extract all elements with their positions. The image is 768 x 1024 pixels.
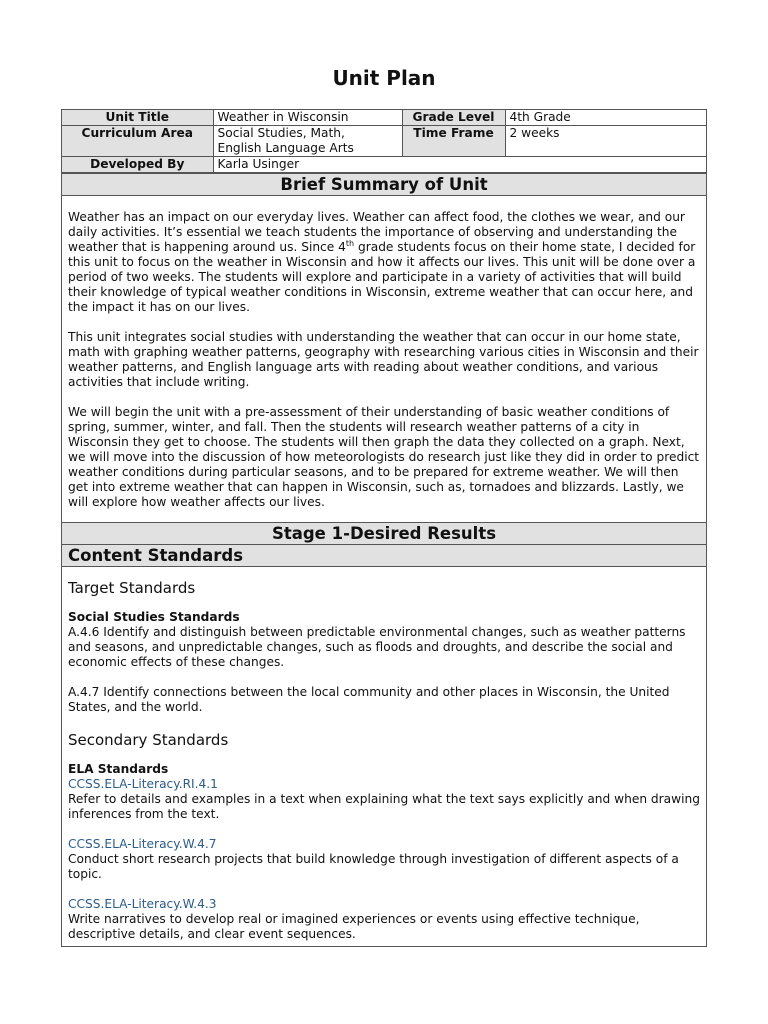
unit-plan-document bbox=[61, 109, 707, 947]
summary-p1-end: grade students focus on their home state, I decided for this unit to focus on the weather in Wisconsin and how it affects our lives. This unit will be done over a period of two weeks. The students will explore and participate in a variety of activities that will build their knowledge of typical weather conditions in Wisconsin, extreme weather that can occur here, and the impact it has on our lives. bbox=[68, 240, 696, 314]
social-studies-standards-heading: Social Studies Standards bbox=[68, 610, 240, 624]
time-frame-value: 2 weeks bbox=[505, 126, 706, 157]
secondary-standards-heading: Secondary Standards bbox=[68, 731, 229, 749]
grade-level-value: 4th Grade bbox=[505, 110, 706, 126]
standard-a-4-7: A.4.7 Identify connections between the local community and other places in Wisconsin, the United States, and the world. bbox=[68, 685, 670, 714]
summary-paragraph-2: This unit integrates social studies with understanding the weather that can occur in our home state, math with graphing weather patterns, geography with researching various cities in Wisconsin and their weather patterns, and English language arts with reading about weather conditions, and various activities that include writing. bbox=[68, 330, 699, 389]
content-standards-heading: Content Standards bbox=[62, 545, 706, 567]
ela-standards-heading: ELA Standards bbox=[68, 762, 169, 776]
standard-a-4-6: A.4.6 Identify and distinguish between predictable environmental changes, such as weather patterns and seasons, and unpredictable changes, such as floods and droughts, and describe the social and economic effects of these changes. bbox=[68, 625, 686, 669]
info-row-title bbox=[62, 110, 706, 126]
unit-title-label: Unit Title bbox=[62, 110, 213, 126]
unit-title-value: Weather in Wisconsin bbox=[213, 110, 402, 126]
grade-level-label: Grade Level bbox=[402, 110, 505, 126]
ela-standard-code-link[interactable]: CCSS.ELA-Literacy.W.4.3 bbox=[68, 897, 217, 911]
summary-paragraph-1 bbox=[68, 210, 700, 315]
curriculum-area-line2: English Language Arts bbox=[217, 141, 354, 155]
summary-body bbox=[62, 196, 706, 522]
ela-standard-text: Write narratives to develop real or imagined experiences or events using effective technique, descriptive details, and clear event sequences. bbox=[68, 912, 640, 941]
curriculum-area-line1: Social Studies, Math, bbox=[217, 126, 345, 140]
summary-p1-start: Weather has an impact on our everyday lives. Weather can affect food, the clothes we wear, and our daily activities. It’s essential we teach students the importance of observing and understanding the weather that is happening around us. Since 4 bbox=[68, 210, 685, 254]
unit-info-table bbox=[62, 110, 706, 173]
ela-standard-text: Conduct short research projects that build knowledge through investigation of different aspects of a topic. bbox=[68, 852, 679, 881]
developed-by-label: Developed By bbox=[62, 157, 213, 173]
ela-standard-item bbox=[68, 777, 700, 822]
ela-standard-code-link[interactable]: CCSS.ELA-Literacy.RI.4.1 bbox=[68, 777, 218, 791]
ela-standard-item bbox=[68, 897, 700, 942]
info-row-curriculum bbox=[62, 126, 706, 157]
summary-p1-superscript: th bbox=[345, 238, 355, 248]
summary-heading: Brief Summary of Unit bbox=[62, 173, 706, 196]
target-standards-heading: Target Standards bbox=[68, 579, 196, 597]
page-title: Unit Plan bbox=[332, 66, 436, 90]
ela-standard-text: Refer to details and examples in a text when explaining what the text says explicitly and when drawing inferences from the text. bbox=[68, 792, 700, 821]
ela-standard-item bbox=[68, 837, 700, 882]
summary-paragraph-3: We will begin the unit with a pre-assessment of their understanding of basic weather conditions of spring, summer, winter, and fall. Then the students will research weather patterns of a city in Wisconsin they get to choose. The students will then graph the data they collected on a graph. Next, we will move into the discussion of how meteorologists do research just like they did in order to predict weather conditions during particular seasons, and to be prepared for extreme weather. We will then get into extreme weather that can happen in Wisconsin, such as, tornadoes and blizzards. Lastly, we will explore how weather affects our lives. bbox=[68, 405, 700, 509]
standards-body bbox=[62, 567, 706, 946]
time-frame-label: Time Frame bbox=[402, 126, 505, 157]
curriculum-area-label: Curriculum Area bbox=[62, 126, 213, 157]
info-row-developer bbox=[62, 157, 706, 173]
curriculum-area-value bbox=[213, 126, 402, 157]
developed-by-value: Karla Usinger bbox=[213, 157, 706, 173]
stage1-heading: Stage 1-Desired Results bbox=[62, 522, 706, 545]
ela-standard-code-link[interactable]: CCSS.ELA-Literacy.W.4.7 bbox=[68, 837, 217, 851]
